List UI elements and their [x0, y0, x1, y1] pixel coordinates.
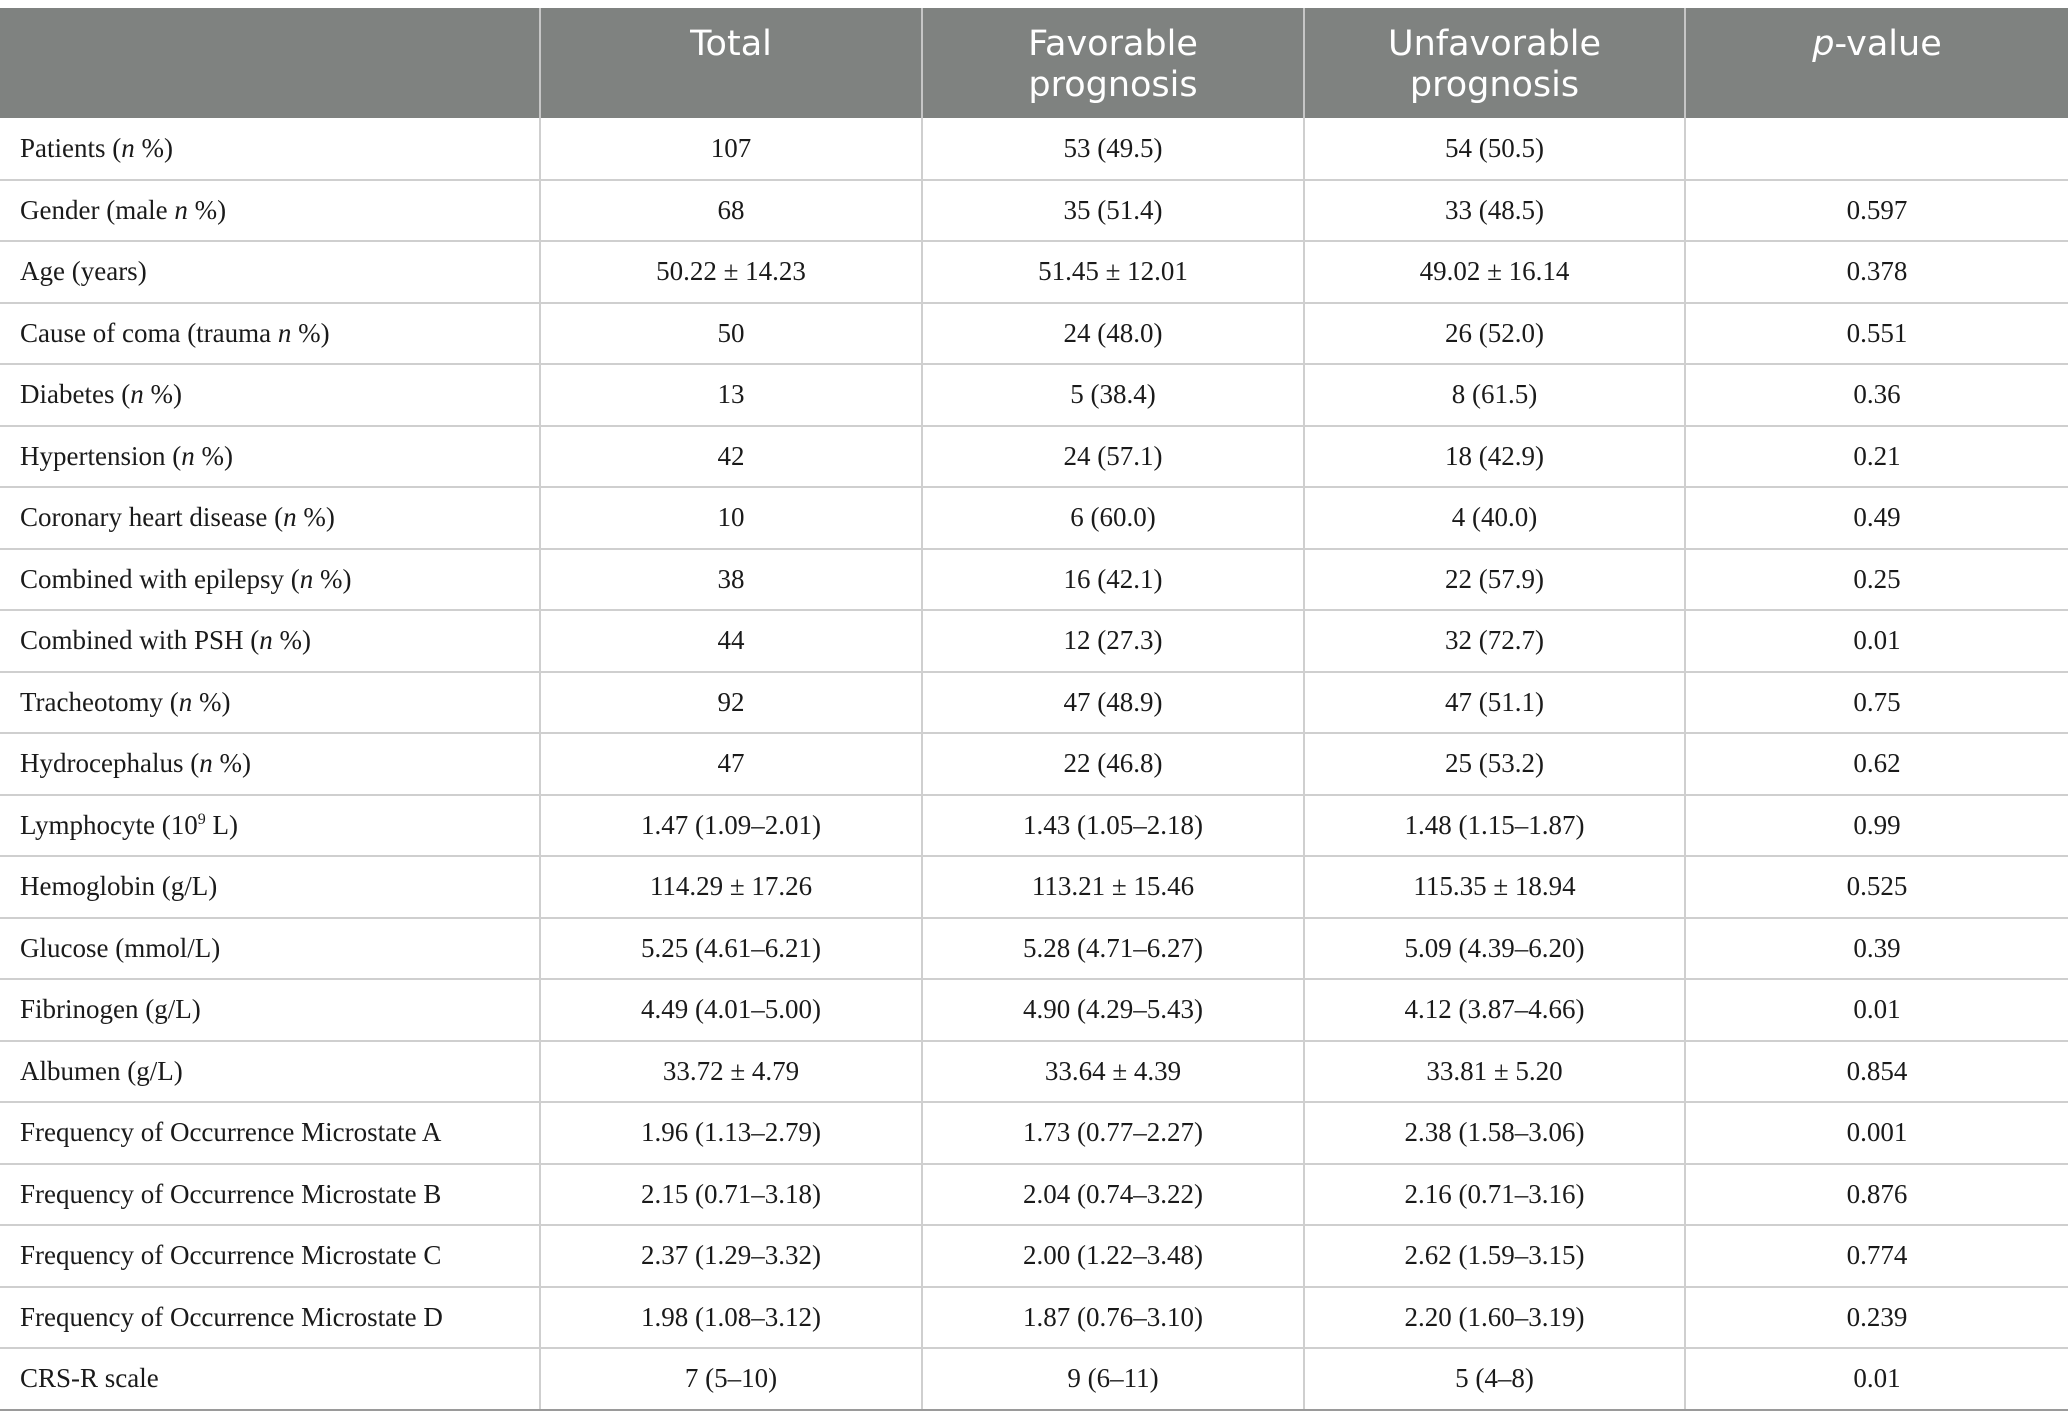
unfavorable-cell: 2.20 (1.60–3.19)	[1304, 1287, 1685, 1349]
row-label: Combined with epilepsy (n %)	[0, 549, 540, 611]
data-table	[0, 8, 2068, 1411]
table-row	[0, 795, 2068, 857]
total-cell: 50.22 ± 14.23	[540, 241, 922, 303]
total-cell: 50	[540, 303, 922, 365]
table-row	[0, 1348, 2068, 1410]
p-value-cell: 0.75	[1685, 672, 2068, 734]
p-value-cell: 0.239	[1685, 1287, 2068, 1349]
row-label: CRS-R scale	[0, 1348, 540, 1410]
row-label: Hydrocephalus (n %)	[0, 733, 540, 795]
total-cell: 42	[540, 426, 922, 488]
row-label: Patients (n %)	[0, 118, 540, 180]
table-row	[0, 1102, 2068, 1164]
table-row	[0, 610, 2068, 672]
header-blank	[0, 8, 540, 118]
table-row	[0, 1041, 2068, 1103]
row-label: Lymphocyte ($10^9$ L)	[0, 795, 540, 857]
unfavorable-cell: 49.02 ± 16.14	[1304, 241, 1685, 303]
favorable-cell: 24 (57.1)	[922, 426, 1304, 488]
total-cell: 114.29 ± 17.26	[540, 856, 922, 918]
row-label: Hemoglobin (g/L)	[0, 856, 540, 918]
total-cell: 13	[540, 364, 922, 426]
total-cell: 1.47 (1.09–2.01)	[540, 795, 922, 857]
header-favorable: Favorable prognosis	[922, 8, 1304, 118]
favorable-cell: 113.21 ± 15.46	[922, 856, 1304, 918]
table-header	[0, 8, 2068, 118]
table-row	[0, 1225, 2068, 1287]
unfavorable-cell: 4 (40.0)	[1304, 487, 1685, 549]
unfavorable-cell: 32 (72.7)	[1304, 610, 1685, 672]
header-row	[0, 8, 2068, 118]
unfavorable-cell: 2.16 (0.71–3.16)	[1304, 1164, 1685, 1226]
unfavorable-cell: 18 (42.9)	[1304, 426, 1685, 488]
row-label: Tracheotomy (n %)	[0, 672, 540, 734]
total-cell: 44	[540, 610, 922, 672]
table-row	[0, 1164, 2068, 1226]
table-body	[0, 118, 2068, 1410]
row-label: Hypertension (n %)	[0, 426, 540, 488]
unfavorable-cell: 47 (51.1)	[1304, 672, 1685, 734]
total-cell: 47	[540, 733, 922, 795]
row-label: Frequency of Occurrence Microstate A	[0, 1102, 540, 1164]
favorable-cell: 2.04 (0.74–3.22)	[922, 1164, 1304, 1226]
table-row	[0, 1287, 2068, 1349]
table-row	[0, 241, 2068, 303]
favorable-cell: 1.73 (0.77–2.27)	[922, 1102, 1304, 1164]
p-value-cell: 0.39	[1685, 918, 2068, 980]
header-unfavorable: Unfavorable prognosis	[1304, 8, 1685, 118]
favorable-cell: 5.28 (4.71–6.27)	[922, 918, 1304, 980]
p-value-cell: 0.49	[1685, 487, 2068, 549]
p-value-cell: 0.01	[1685, 1348, 2068, 1410]
favorable-cell: 12 (27.3)	[922, 610, 1304, 672]
row-label: Frequency of Occurrence Microstate C	[0, 1225, 540, 1287]
unfavorable-cell: 2.38 (1.58–3.06)	[1304, 1102, 1685, 1164]
total-cell: 5.25 (4.61–6.21)	[540, 918, 922, 980]
header-total: Total	[540, 8, 922, 118]
favorable-cell: 35 (51.4)	[922, 180, 1304, 242]
table-row	[0, 118, 2068, 180]
favorable-cell: 6 (60.0)	[922, 487, 1304, 549]
favorable-cell: 5 (38.4)	[922, 364, 1304, 426]
p-value-cell: 0.854	[1685, 1041, 2068, 1103]
favorable-cell: 53 (49.5)	[922, 118, 1304, 180]
p-value-cell: 0.99	[1685, 795, 2068, 857]
p-value-cell: 0.551	[1685, 303, 2068, 365]
row-label: Frequency of Occurrence Microstate B	[0, 1164, 540, 1226]
p-value-cell: 0.378	[1685, 241, 2068, 303]
p-value-cell: 0.774	[1685, 1225, 2068, 1287]
table-row	[0, 364, 2068, 426]
table-row	[0, 487, 2068, 549]
row-label: Gender (male n %)	[0, 180, 540, 242]
row-label: Albumen (g/L)	[0, 1041, 540, 1103]
row-label: Coronary heart disease (n %)	[0, 487, 540, 549]
unfavorable-cell: 25 (53.2)	[1304, 733, 1685, 795]
p-value-cell: 0.62	[1685, 733, 2068, 795]
table-row	[0, 426, 2068, 488]
favorable-cell: 22 (46.8)	[922, 733, 1304, 795]
favorable-cell: 33.64 ± 4.39	[922, 1041, 1304, 1103]
unfavorable-cell: 5 (4–8)	[1304, 1348, 1685, 1410]
total-cell: 2.37 (1.29–3.32)	[540, 1225, 922, 1287]
favorable-cell: 47 (48.9)	[922, 672, 1304, 734]
unfavorable-cell: 33.81 ± 5.20	[1304, 1041, 1685, 1103]
total-cell: 1.98 (1.08–3.12)	[540, 1287, 922, 1349]
unfavorable-cell: 26 (52.0)	[1304, 303, 1685, 365]
table-row	[0, 549, 2068, 611]
total-cell: 33.72 ± 4.79	[540, 1041, 922, 1103]
p-value-cell: 0.01	[1685, 979, 2068, 1041]
p-value-cell: 0.525	[1685, 856, 2068, 918]
total-cell: 4.49 (4.01–5.00)	[540, 979, 922, 1041]
total-cell: 7 (5–10)	[540, 1348, 922, 1410]
total-cell: 107	[540, 118, 922, 180]
table-row	[0, 856, 2068, 918]
p-value-cell: 0.36	[1685, 364, 2068, 426]
unfavorable-cell: 54 (50.5)	[1304, 118, 1685, 180]
row-label: Diabetes (n %)	[0, 364, 540, 426]
total-cell: 1.96 (1.13–2.79)	[540, 1102, 922, 1164]
favorable-cell: 24 (48.0)	[922, 303, 1304, 365]
table-row	[0, 918, 2068, 980]
p-value-cell: 0.01	[1685, 610, 2068, 672]
unfavorable-cell: 8 (61.5)	[1304, 364, 1685, 426]
unfavorable-cell: 4.12 (3.87–4.66)	[1304, 979, 1685, 1041]
unfavorable-cell: 2.62 (1.59–3.15)	[1304, 1225, 1685, 1287]
unfavorable-cell: 22 (57.9)	[1304, 549, 1685, 611]
unfavorable-cell: 33 (48.5)	[1304, 180, 1685, 242]
unfavorable-cell: 5.09 (4.39–6.20)	[1304, 918, 1685, 980]
p-value-cell: 0.21	[1685, 426, 2068, 488]
row-label: Combined with PSH (n %)	[0, 610, 540, 672]
favorable-cell: 2.00 (1.22–3.48)	[922, 1225, 1304, 1287]
total-cell: 2.15 (0.71–3.18)	[540, 1164, 922, 1226]
favorable-cell: 1.43 (1.05–2.18)	[922, 795, 1304, 857]
table-row	[0, 303, 2068, 365]
table-row	[0, 979, 2068, 1041]
table-row	[0, 180, 2068, 242]
unfavorable-cell: 1.48 (1.15–1.87)	[1304, 795, 1685, 857]
favorable-cell: 16 (42.1)	[922, 549, 1304, 611]
total-cell: 10	[540, 487, 922, 549]
p-value-cell: 0.001	[1685, 1102, 2068, 1164]
row-label: Cause of coma (trauma n %)	[0, 303, 540, 365]
favorable-cell: 1.87 (0.76–3.10)	[922, 1287, 1304, 1349]
favorable-cell: 51.45 ± 12.01	[922, 241, 1304, 303]
table-row	[0, 672, 2068, 734]
row-label: Fibrinogen (g/L)	[0, 979, 540, 1041]
row-label: Glucose (mmol/L)	[0, 918, 540, 980]
p-value-cell: 0.597	[1685, 180, 2068, 242]
p-value-cell: 0.876	[1685, 1164, 2068, 1226]
table-row	[0, 733, 2068, 795]
total-cell: 68	[540, 180, 922, 242]
row-label: Frequency of Occurrence Microstate D	[0, 1287, 540, 1349]
p-value-cell: 0.25	[1685, 549, 2068, 611]
p-value-cell	[1685, 118, 2068, 180]
total-cell: 38	[540, 549, 922, 611]
header-p-value: p-value	[1685, 8, 2068, 118]
row-label: Age (years)	[0, 241, 540, 303]
total-cell: 92	[540, 672, 922, 734]
favorable-cell: 9 (6–11)	[922, 1348, 1304, 1410]
favorable-cell: 4.90 (4.29–5.43)	[922, 979, 1304, 1041]
unfavorable-cell: 115.35 ± 18.94	[1304, 856, 1685, 918]
